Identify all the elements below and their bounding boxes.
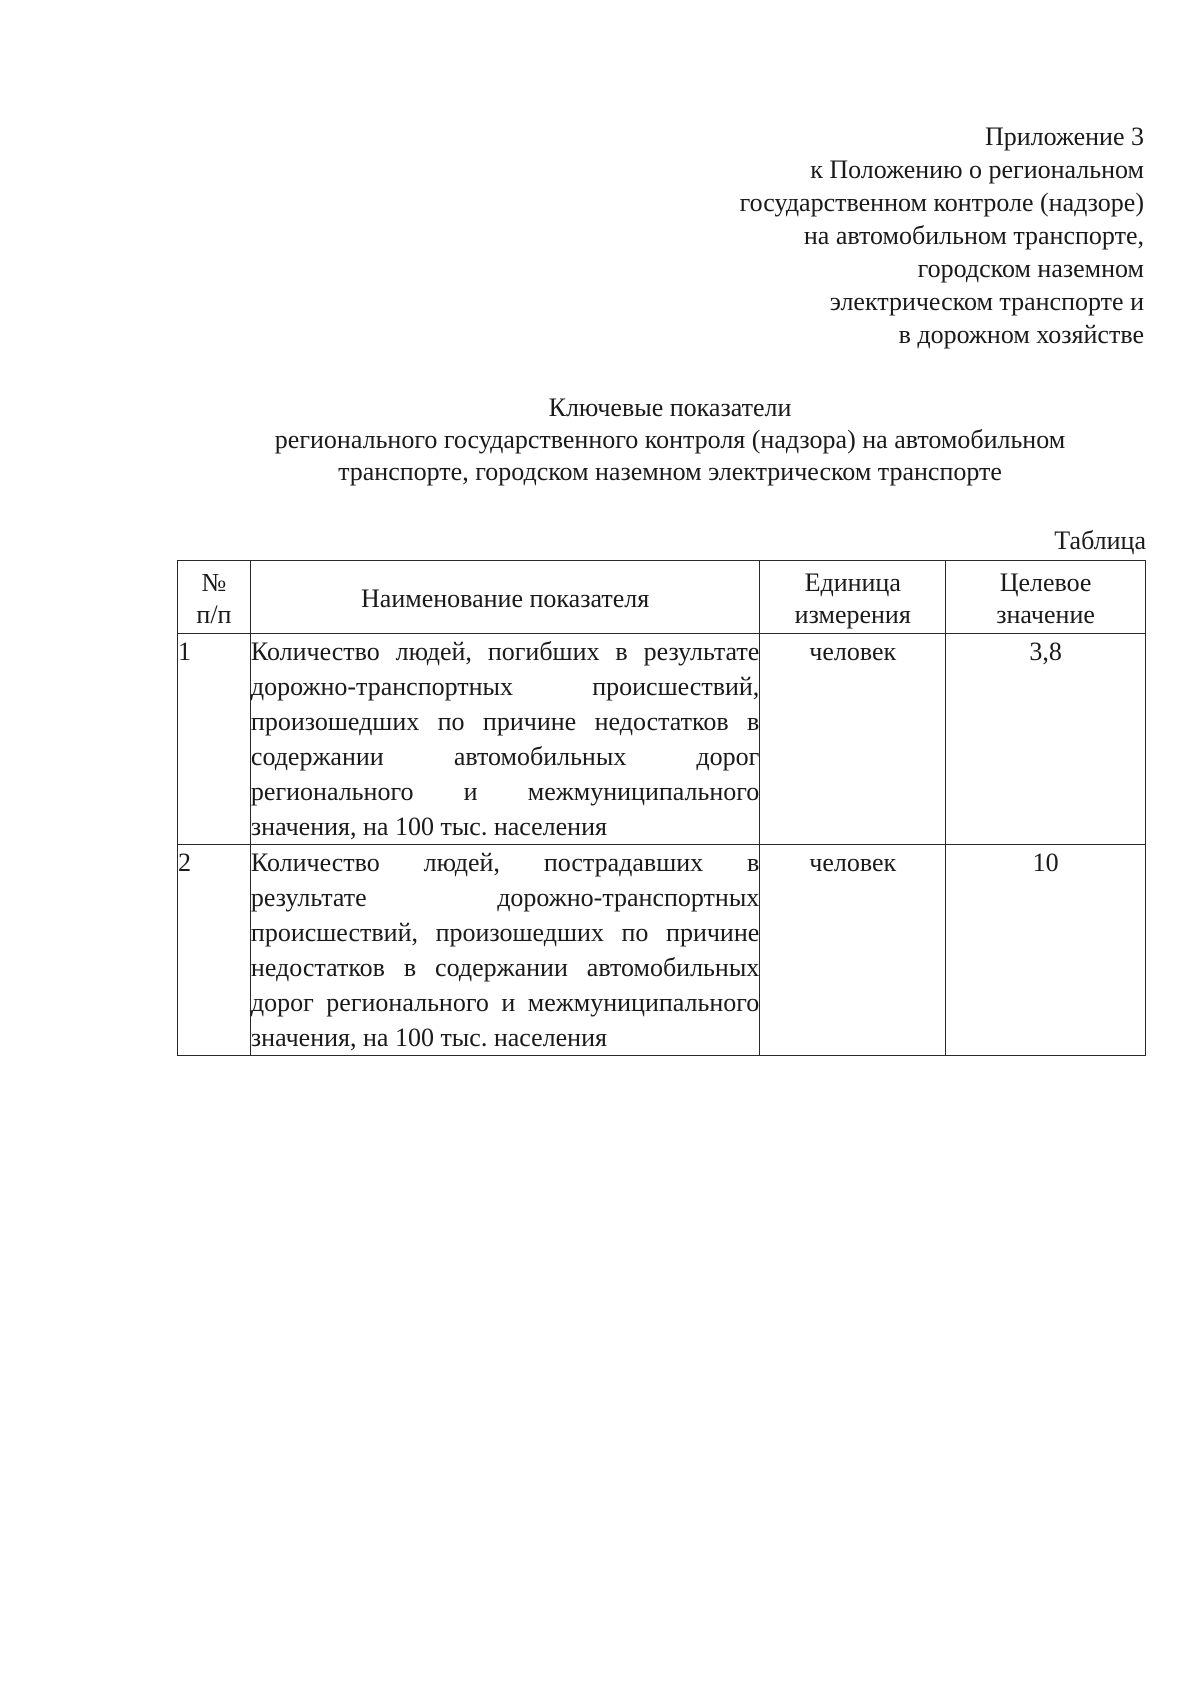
appendix-header [740,120,1144,351]
appendix-line: электрическом транспорте и [829,287,1144,316]
appendix-line: в дорожном хозяйстве [898,320,1144,349]
appendix-line: государственном контроле (надзоре) [739,188,1144,217]
header-number [178,561,251,634]
row-number: 1 [178,634,251,845]
indicators-table [177,560,1146,1056]
title-line: транспорте, городском наземном электрическом транспорте [338,457,1002,486]
table-caption: Таблица [1054,526,1146,555]
header-number-line2: п/п [196,600,232,629]
appendix-line: Приложение 3 [984,122,1144,151]
appendix-line: городском наземном [917,254,1144,283]
header-indicator-name [250,561,759,634]
title-line: Ключевые показатели [548,393,792,422]
header-unit-line1: Единица [804,568,901,597]
header-target-value [946,561,1146,634]
table-row [178,845,1146,1056]
row-indicator-name: Количество людей, погибших в результате дорожно-транспортных происшествий, произошедших по причине недостатков в содержании автомобильных дорог регионального и межмуниципального значения, на 100 тыс. населения [250,634,759,845]
header-name-label: Наименование показателя [361,584,650,613]
header-unit-line2: измерения [794,600,911,629]
header-value-line1: Целевое [999,568,1092,597]
row-target-value: 10 [946,845,1146,1056]
table-row [178,634,1146,845]
header-value-line2: значение [996,600,1095,629]
appendix-line: на автомобильном транспорте, [803,221,1144,250]
document-title [120,392,1200,488]
row-unit: человек [760,634,946,845]
header-unit [760,561,946,634]
table-header-row [178,561,1146,634]
row-number: 2 [178,845,251,1056]
row-target-value: 3,8 [946,634,1146,845]
title-line: регионального государственного контроля (надзора) на автомобильном [274,425,1066,454]
row-unit: человек [760,845,946,1056]
header-number-line1: № [201,568,227,597]
row-indicator-name: Количество людей, пострадавших в результате дорожно-транспортных происшествий, произошедших по причине недостатков в содержании автомобильных дорог регионального и межмуниципального значения, на 100 тыс. населения [250,845,759,1056]
appendix-line: к Положению о региональном [810,155,1144,184]
